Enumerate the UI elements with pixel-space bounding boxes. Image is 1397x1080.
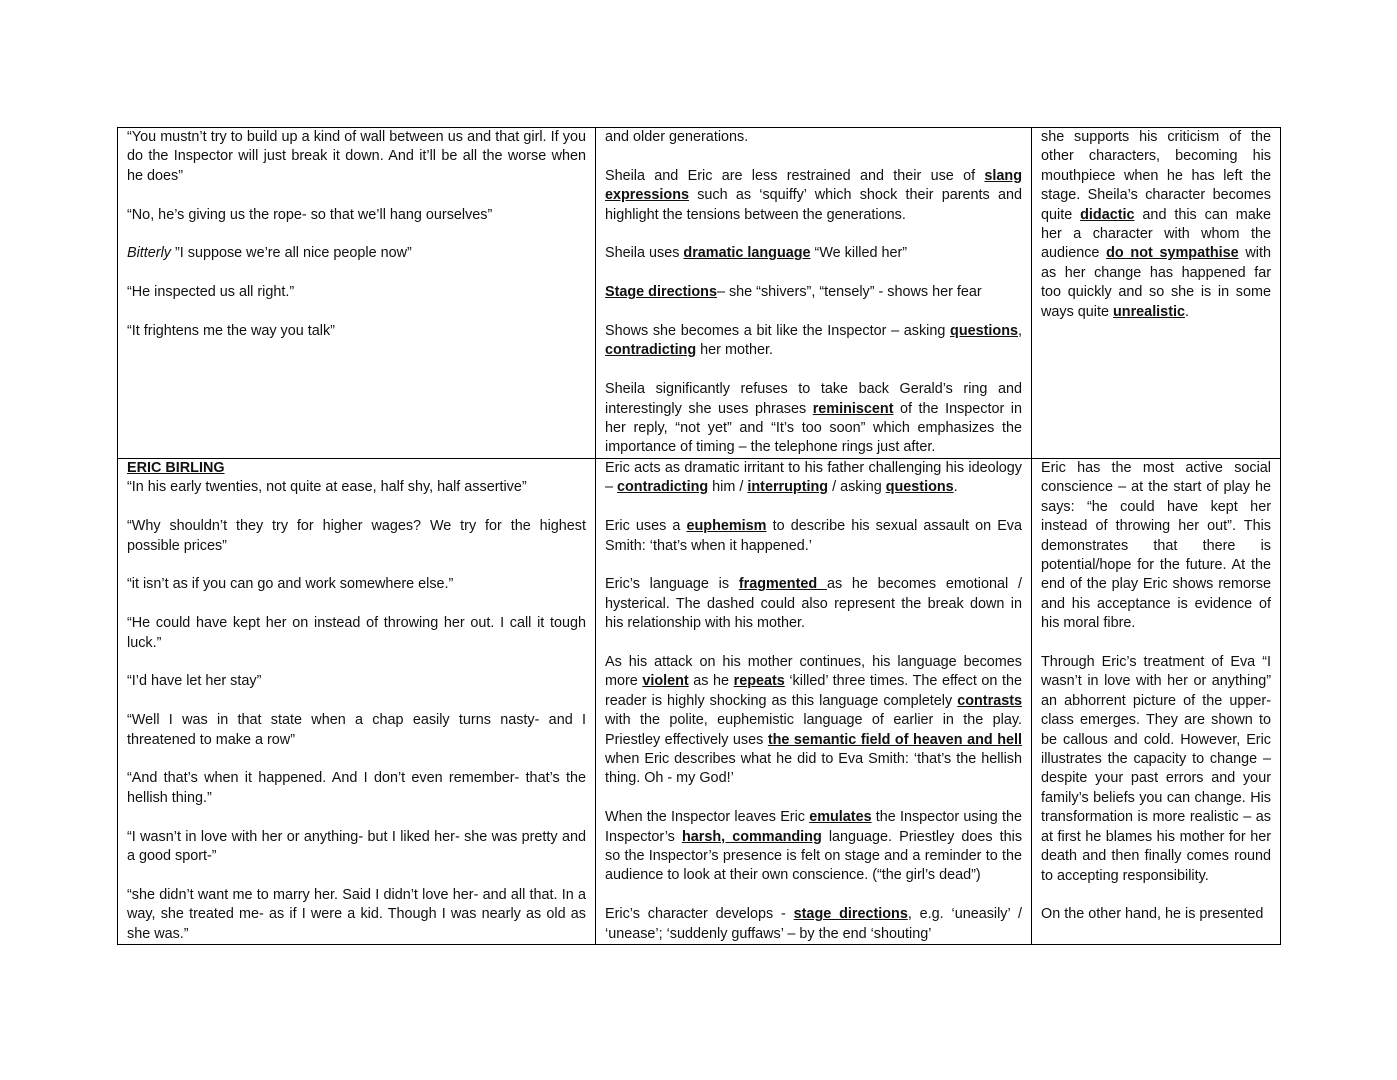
key-term: do not sympathise [1106, 245, 1239, 262]
eric-commentary-cell [1032, 459, 1281, 945]
sheila-quotes-cell [118, 128, 596, 459]
analysis-paragraph: Shows she becomes a bit like the Inspector – asking questions, contradicting her mother. [605, 323, 1022, 359]
key-term: contradicting [617, 479, 709, 496]
key-term: stage directions [793, 906, 908, 923]
analysis-paragraph: Eric uses a euphemism to describe his sexual assault on Eva Smith: ‘that’s when it happened.’ [605, 518, 1022, 554]
quote: “I wasn’t in love with her or anything- but I liked her- she was pretty and a good sport-” [127, 828, 586, 865]
eric-quotes-cell [118, 459, 596, 945]
analysis-paragraph: Sheila significantly refuses to take back Gerald’s ring and interestingly she uses phrases reminiscent of the Inspector in her reply, “not yet” and “It’s too soon” which emphasizes the importance of timing – the telephone rings just after. [605, 381, 1022, 456]
quote: “No, he’s giving us the rope- so that we’ll hang ourselves” [127, 206, 493, 223]
key-term: slang expressions [605, 167, 1022, 204]
sheila-commentary-cell [1032, 128, 1281, 459]
key-term: dramatic language [683, 245, 811, 262]
character-heading: ERIC BIRLING [127, 460, 225, 476]
key-term: interrupting [747, 479, 829, 496]
key-term: unrealistic [1113, 303, 1185, 320]
stage-direction: Bitterly [127, 245, 171, 262]
character-analysis-table [117, 127, 1281, 945]
key-term: fragmented [738, 576, 827, 593]
quote: “He could have kept her on instead of throwing her out. I call it tough luck.” [127, 615, 586, 651]
analysis-paragraph: and older generations. [605, 129, 749, 145]
analysis-paragraph: Eric’s language is fragmented as he becomes emotional / hysterical. The dashed could also represent the break down in his relationship with his mother. [605, 576, 1022, 632]
key-term: euphemism [686, 518, 767, 535]
sheila-commentary [1041, 128, 1271, 458]
quote: “I’d have let her stay” [127, 673, 262, 690]
key-term: emulates [809, 809, 872, 826]
commentary-paragraph: On the other hand, he is presented [1041, 906, 1264, 923]
eric-commentary [1041, 459, 1271, 944]
eric-analysis [605, 459, 1022, 944]
key-term: contrasts [957, 692, 1022, 709]
key-term: questions [950, 323, 1018, 339]
sheila-analysis-cell [596, 128, 1032, 459]
commentary-paragraph: Through Eric’s treatment of Eva “I wasn’t in love with her or anything” an abhorrent picture of the upper-class emerges. They are shown to be callous and cold. However, Eric illustrates the capacity to change – despite your past errors and your family’s beliefs you can change. His transformation is more realistic – as at first he blames his mother for her death and then finally comes round to accepting responsibility. [1041, 654, 1271, 884]
key-term: reminiscent [812, 400, 894, 417]
quote: “In his early twenties, not quite at ease, half shy, half assertive” [127, 479, 527, 496]
eric-quotes [127, 459, 586, 944]
quote: Bitterly ”I suppose we’re all nice people now” [127, 245, 412, 262]
analysis-paragraph: As his attack on his mother continues, his language becomes more violent as he repeats ‘killed’ three times. The effect on the reader is highly shocking as this language completely contrasts with the polite, euphemistic language of earlier in the play. Priestley effectively uses the semantic field of heaven and hell when Eric describes what he did to Eva Smith: ‘that’s the hellish thing. Oh - my God!’ [605, 654, 1022, 787]
commentary-paragraph: she supports his criticism of the other characters, becoming his mouthpiece when he has left the stage. Sheila’s character becomes quite didactic and this can make her a character with whom the audience do not sympathise with as her change has happened far too quickly and so she is in some ways quite unrealistic. [1041, 129, 1271, 320]
key-term: Stage directions [605, 284, 717, 301]
quote: “And that’s when it happened. And I don’t even remember- that’s the hellish thing.” [127, 770, 586, 806]
sheila-quotes [127, 128, 586, 458]
key-term: repeats [733, 673, 785, 690]
eric-analysis-cell [596, 459, 1032, 945]
quote: “Why shouldn’t they try for higher wages? We try for the highest possible prices” [127, 518, 586, 554]
key-term: the semantic field of heaven and hell [767, 731, 1022, 748]
commentary-paragraph: Eric has the most active social conscience – at the start of play he says: “he could have kept her instead of throwing her out”. This demonstrates that there is potential/hope for the future. At the end of the play Eric shows remorse and his acceptance is evidence of his moral fibre. [1041, 460, 1271, 632]
quote: “You mustn’t try to build up a kind of wall between us and that girl. If you do the Inspector will just break it down. And it’ll be all the worse when he does” [127, 129, 586, 184]
key-term: didactic [1080, 206, 1135, 223]
analysis-paragraph: Sheila uses dramatic language “We killed her” [605, 245, 908, 262]
quote: “it isn’t as if you can go and work somewhere else.” [127, 576, 454, 593]
quote: “He inspected us all right.” [127, 284, 295, 301]
key-term: questions [885, 479, 954, 496]
sheila-analysis [605, 128, 1022, 458]
quote: “It frightens me the way you talk” [127, 323, 335, 339]
analysis-paragraph: Stage directions– she “shivers”, “tensely” - shows her fear [605, 284, 982, 301]
sheila-row [118, 128, 1281, 459]
quote: “Well I was in that state when a chap easily turns nasty- and I threatened to make a row” [127, 712, 586, 748]
quote: “she didn’t want me to marry her. Said I didn’t love her- and all that. In a way, she treated me- as if I were a kid. Though I was nearly as old as she was.” [127, 886, 586, 942]
analysis-paragraph: Eric’s character develops - stage directions, e.g. ‘uneasily’ / ‘unease’; ‘suddenly guffaws’ – by the end ‘shouting’ [605, 906, 1022, 942]
key-term: violent [642, 673, 689, 690]
eric-row [118, 459, 1281, 945]
key-term: harsh, commanding [681, 828, 822, 845]
analysis-paragraph: Sheila and Eric are less restrained and their use of slang expressions such as ‘squiffy’ which shock their parents and highlight the tensions between the generations. [605, 167, 1022, 223]
analysis-paragraph: When the Inspector leaves Eric emulates the Inspector using the Inspector’s harsh, commanding language. Priestley does this so the Inspector’s presence is felt on stage and a reminder to the audience to look at their own conscience. (“the girl’s dead”) [605, 809, 1022, 884]
key-term: contradicting [605, 342, 697, 359]
analysis-paragraph: Eric acts as dramatic irritant to his father challenging his ideology – contradicting him / interrupting / asking questions. [605, 460, 1022, 496]
